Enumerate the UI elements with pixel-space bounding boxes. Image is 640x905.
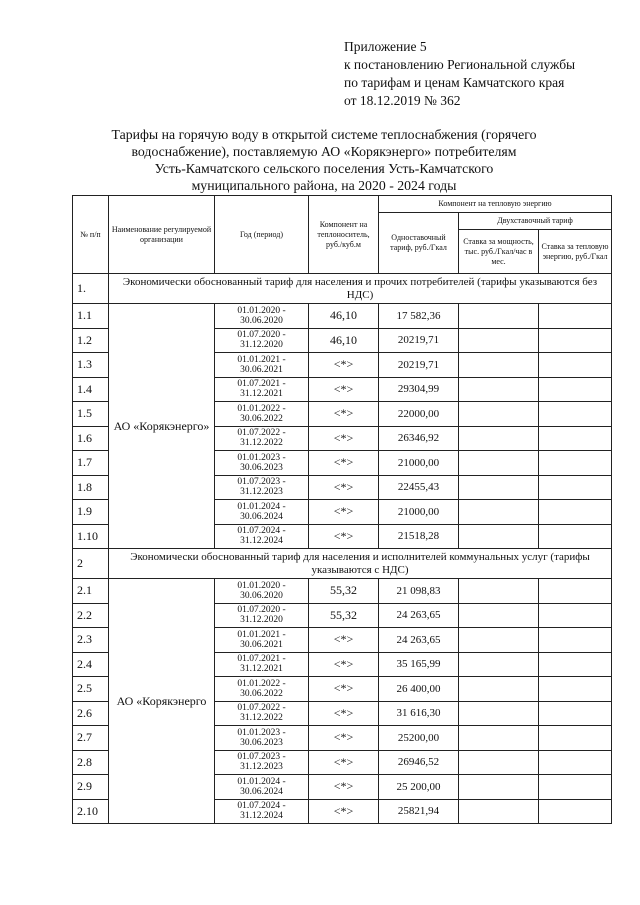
row-energy-rate	[539, 451, 612, 476]
table-row	[73, 304, 612, 329]
row-capacity-rate	[459, 451, 539, 476]
row-energy-rate	[539, 353, 612, 378]
section-num: 1.	[73, 274, 109, 304]
row-energy-rate	[539, 402, 612, 427]
section-title: Экономически обоснованный тариф для населения и прочих потребителей (тарифы указываются без НДС)	[109, 274, 612, 304]
row-energy-rate	[539, 750, 612, 775]
row-carrier: 46,10	[309, 304, 379, 329]
row-period: 01.07.2021 - 31.12.2021	[215, 652, 309, 677]
row-carrier: <*>	[309, 677, 379, 702]
appendix-line: по тарифам и ценам Камчатского края	[344, 75, 565, 90]
row-period: 01.07.2022 - 31.12.2022	[215, 701, 309, 726]
row-capacity-rate	[459, 500, 539, 525]
row-one-part: 22455,43	[379, 475, 459, 500]
row-capacity-rate	[459, 603, 539, 628]
row-one-part: 20219,71	[379, 328, 459, 353]
row-period: 01.07.2023 - 31.12.2023	[215, 475, 309, 500]
appendix-line: Приложение 5	[344, 39, 427, 54]
row-one-part: 25 200,00	[379, 775, 459, 800]
row-capacity-rate	[459, 426, 539, 451]
row-carrier: <*>	[309, 750, 379, 775]
row-num: 1.5	[73, 402, 109, 427]
row-one-part: 26346,92	[379, 426, 459, 451]
row-capacity-rate	[459, 701, 539, 726]
row-carrier: <*>	[309, 475, 379, 500]
row-num: 1.3	[73, 353, 109, 378]
header-thermal: Компонент на тепловую энергию	[379, 196, 612, 213]
row-num: 2.1	[73, 579, 109, 604]
appendix-line: от 18.12.2019 № 362	[344, 93, 461, 108]
table-row	[73, 579, 612, 604]
row-one-part: 17 582,36	[379, 304, 459, 329]
row-period: 01.01.2020 - 30.06.2020	[215, 579, 309, 604]
row-period: 01.07.2020 - 31.12.2020	[215, 603, 309, 628]
row-period: 01.01.2021 - 30.06.2021	[215, 353, 309, 378]
row-period: 01.01.2023 - 30.06.2023	[215, 726, 309, 751]
row-period: 01.01.2022 - 30.06.2022	[215, 677, 309, 702]
row-capacity-rate	[459, 775, 539, 800]
row-carrier: <*>	[309, 500, 379, 525]
row-energy-rate	[539, 652, 612, 677]
row-one-part: 21000,00	[379, 451, 459, 476]
row-period: 01.01.2020 - 30.06.2020	[215, 304, 309, 329]
row-period: 01.01.2024 - 30.06.2024	[215, 500, 309, 525]
row-carrier: 46,10	[309, 328, 379, 353]
row-carrier: <*>	[309, 775, 379, 800]
row-energy-rate	[539, 475, 612, 500]
row-energy-rate	[539, 726, 612, 751]
row-num: 1.6	[73, 426, 109, 451]
row-energy-rate	[539, 579, 612, 604]
row-one-part: 21000,00	[379, 500, 459, 525]
row-carrier: <*>	[309, 451, 379, 476]
section-row	[73, 274, 612, 304]
row-carrier: <*>	[309, 726, 379, 751]
row-num: 1.9	[73, 500, 109, 525]
title-line: Усть-Камчатского сельского поселения Усть-Камчатского	[154, 161, 494, 176]
row-period: 01.07.2024 - 31.12.2024	[215, 524, 309, 549]
appendix-block	[344, 38, 634, 110]
row-num: 2.10	[73, 799, 109, 824]
section-title: Экономически обоснованный тариф для населения и исполнителей коммунальных услуг (тарифы указываются с НДС)	[109, 549, 612, 579]
row-num: 1.7	[73, 451, 109, 476]
row-num: 2.4	[73, 652, 109, 677]
row-carrier: 55,32	[309, 603, 379, 628]
row-one-part: 35 165,99	[379, 652, 459, 677]
row-energy-rate	[539, 799, 612, 824]
row-num: 1.4	[73, 377, 109, 402]
row-capacity-rate	[459, 750, 539, 775]
row-one-part: 25200,00	[379, 726, 459, 751]
row-capacity-rate	[459, 304, 539, 329]
appendix-line: к постановлению Региональной службы	[344, 57, 576, 72]
row-period: 01.07.2021 - 31.12.2021	[215, 377, 309, 402]
row-period: 01.01.2023 - 30.06.2023	[215, 451, 309, 476]
row-capacity-rate	[459, 328, 539, 353]
row-num: 2.5	[73, 677, 109, 702]
row-carrier: <*>	[309, 652, 379, 677]
row-capacity-rate	[459, 402, 539, 427]
row-period: 01.01.2021 - 30.06.2021	[215, 628, 309, 653]
row-energy-rate	[539, 603, 612, 628]
section-num: 2	[73, 549, 109, 579]
row-period: 01.07.2023 - 31.12.2023	[215, 750, 309, 775]
row-one-part: 20219,71	[379, 353, 459, 378]
row-period: 01.01.2024 - 30.06.2024	[215, 775, 309, 800]
row-num: 2.3	[73, 628, 109, 653]
row-num: 2.2	[73, 603, 109, 628]
row-one-part: 25821,94	[379, 799, 459, 824]
row-energy-rate	[539, 304, 612, 329]
row-num: 2.6	[73, 701, 109, 726]
row-carrier: <*>	[309, 402, 379, 427]
row-capacity-rate	[459, 628, 539, 653]
row-period: 01.07.2022 - 31.12.2022	[215, 426, 309, 451]
header-one-part: Одноставочный тариф, руб./Гкал	[379, 213, 459, 274]
row-energy-rate	[539, 628, 612, 653]
row-carrier: <*>	[309, 524, 379, 549]
row-energy-rate	[539, 500, 612, 525]
row-capacity-rate	[459, 475, 539, 500]
row-capacity-rate	[459, 524, 539, 549]
section-row	[73, 549, 612, 579]
row-capacity-rate	[459, 377, 539, 402]
header-two-part: Двухставочный тариф	[459, 213, 612, 230]
header-energy-rate: Ставка за тепловую энергию, руб./Гкал	[539, 230, 612, 274]
row-energy-rate	[539, 426, 612, 451]
row-num: 2.9	[73, 775, 109, 800]
row-one-part: 24 263,65	[379, 628, 459, 653]
row-carrier: <*>	[309, 426, 379, 451]
row-energy-rate	[539, 524, 612, 549]
row-carrier: <*>	[309, 799, 379, 824]
tariff-table	[72, 195, 612, 824]
header-period: Год (период)	[215, 196, 309, 274]
row-one-part: 21 098,83	[379, 579, 459, 604]
document-title	[96, 126, 552, 194]
row-num: 2.7	[73, 726, 109, 751]
table-body	[73, 196, 612, 824]
row-one-part: 21518,28	[379, 524, 459, 549]
title-line: Тарифы на горячую воду в открытой системе теплоснабжения (горячего	[111, 127, 537, 142]
row-one-part: 31 616,30	[379, 701, 459, 726]
row-energy-rate	[539, 328, 612, 353]
row-capacity-rate	[459, 726, 539, 751]
row-energy-rate	[539, 775, 612, 800]
row-num: 1.10	[73, 524, 109, 549]
row-carrier: <*>	[309, 628, 379, 653]
row-period: 01.07.2024 - 31.12.2024	[215, 799, 309, 824]
org-name: АО «Корякэнерго	[109, 579, 215, 824]
row-capacity-rate	[459, 799, 539, 824]
row-energy-rate	[539, 377, 612, 402]
row-one-part: 26946,52	[379, 750, 459, 775]
row-capacity-rate	[459, 652, 539, 677]
header-carrier: Компонент на теплоноситель, руб./куб.м	[309, 196, 379, 274]
row-one-part: 22000,00	[379, 402, 459, 427]
header-capacity-rate: Ставка за мощность, тыс. руб./Гкал/час в мес.	[459, 230, 539, 274]
row-capacity-rate	[459, 353, 539, 378]
row-period: 01.01.2022 - 30.06.2022	[215, 402, 309, 427]
header-org: Наименование регулируемой организации	[109, 196, 215, 274]
row-num: 1.8	[73, 475, 109, 500]
header-num: № п/п	[73, 196, 109, 274]
row-num: 1.2	[73, 328, 109, 353]
row-one-part: 24 263,65	[379, 603, 459, 628]
row-num: 1.1	[73, 304, 109, 329]
row-carrier: 55,32	[309, 579, 379, 604]
title-line: водоснабжение), поставляемую АО «Корякэнерго» потребителям	[131, 144, 517, 159]
row-num: 2.8	[73, 750, 109, 775]
row-period: 01.07.2020 - 31.12.2020	[215, 328, 309, 353]
row-energy-rate	[539, 677, 612, 702]
row-energy-rate	[539, 701, 612, 726]
org-name: АО «Корякэнерго»	[109, 304, 215, 549]
row-one-part: 26 400,00	[379, 677, 459, 702]
row-carrier: <*>	[309, 353, 379, 378]
title-line: муниципального района, на 2020 - 2024 годы	[191, 178, 457, 193]
row-carrier: <*>	[309, 701, 379, 726]
row-carrier: <*>	[309, 377, 379, 402]
row-capacity-rate	[459, 677, 539, 702]
row-capacity-rate	[459, 579, 539, 604]
row-one-part: 29304,99	[379, 377, 459, 402]
